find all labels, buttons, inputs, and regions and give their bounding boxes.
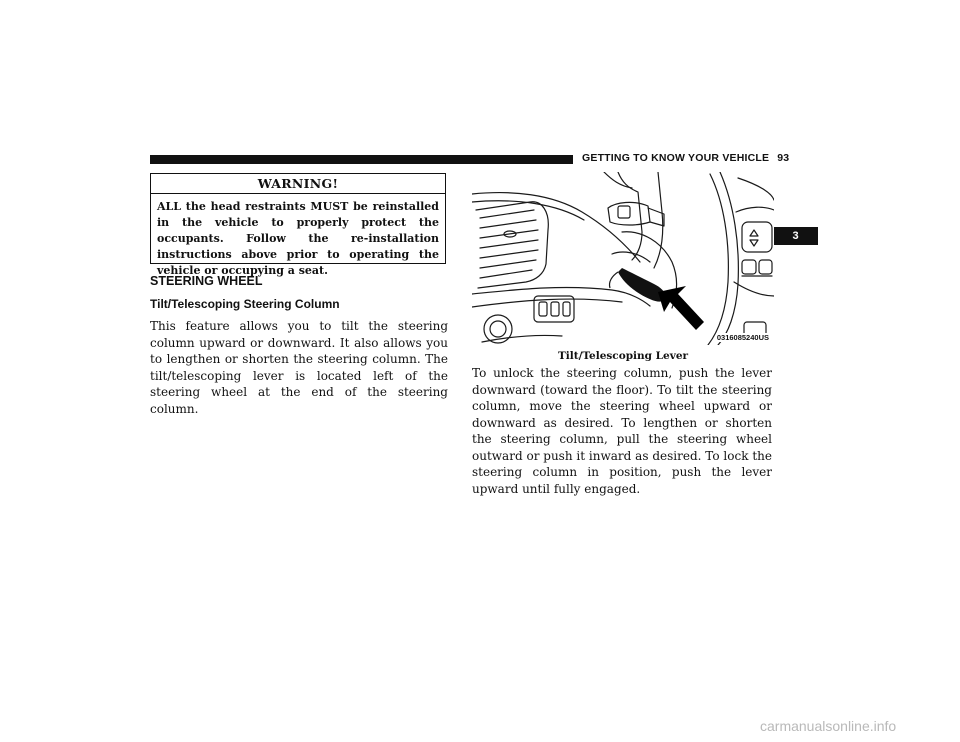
steering-lever-illustration [472, 172, 774, 345]
figure-caption: Tilt/Telescoping Lever [557, 350, 689, 362]
header-rule [150, 155, 573, 164]
header-section-title: GETTING TO KNOW YOUR VEHICLE [582, 152, 770, 164]
watermark: carmanualsonline.info [760, 718, 897, 734]
warning-title: WARNING! [151, 174, 445, 194]
right-paragraph: To unlock the steering column, push the lever downward (toward the floor). To tilt the steering column, move the steering wheel upward or downward as desired. To lengthen or shorten the steering column, pull the steering wheel outward or push it inward as desired. To lock the steering column in position, push the lever upward until fully engaged. [472, 366, 772, 496]
left-paragraph: This feature allows you to tilt the steering column upward or downward. It also allows you to lengthen or shorten the steering column. The tilt/telescoping lever is located left of the steering wheel at the end of the steering column. [150, 319, 448, 416]
warning-text: ALL the head restraints MUST be reinstalled in the vehicle to properly protect the occupants. Follow the re-installation instructions above prior to operating the vehicle or occupying a seat. [157, 200, 439, 277]
page-number: 93 [777, 152, 790, 164]
figure-image-code: 0316085240US [716, 333, 769, 342]
running-header [582, 152, 789, 164]
section-heading: STEERING WHEEL [150, 274, 263, 288]
steering-column-figure [472, 172, 774, 345]
subsection-heading: Tilt/Telescoping Steering Column [150, 297, 340, 311]
chapter-tab: 3 [773, 227, 818, 245]
warning-box [150, 173, 446, 277]
